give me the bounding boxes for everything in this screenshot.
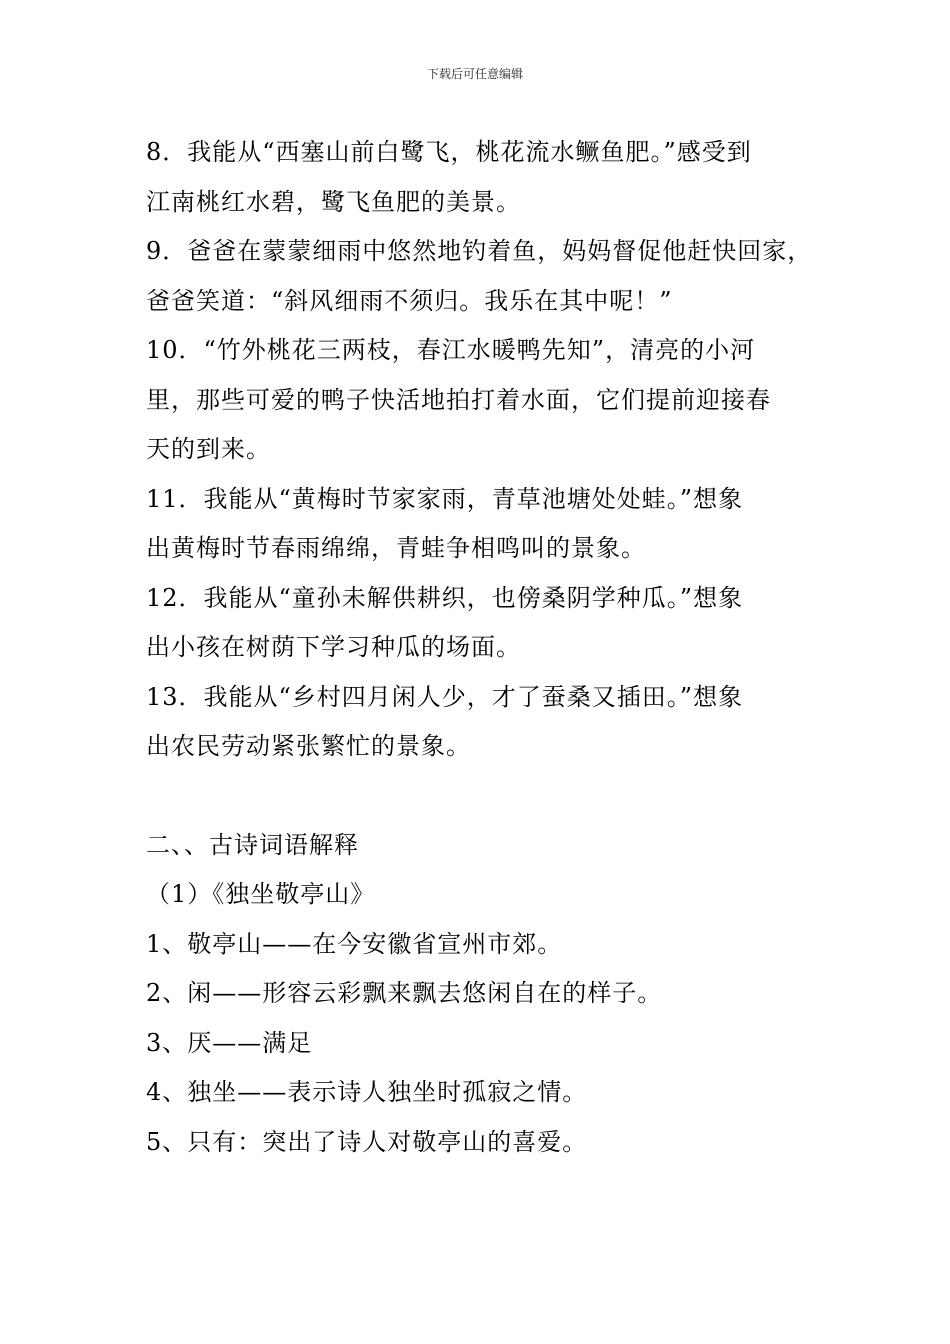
document-body (146, 128, 826, 1167)
subsection-heading: （1）《独坐敬亭山》 (146, 880, 376, 908)
text-line: 出小孩在树荫下学习种瓜的场面。 (146, 633, 521, 661)
text-line: 天的到来。 (146, 435, 271, 463)
text-line: 里，那些可爱的鸭子快活地拍打着水面，它们提前迎接春 (146, 385, 771, 414)
text-line: 13．我能从“乡村四月闲人少，才了蚕桑又插田。”想象 (146, 682, 744, 711)
section-heading: 二、、古诗词语解释 (146, 830, 359, 859)
text-line: 10．“竹外桃花三两枝，春江水暖鸭先知”，清亮的小河 (146, 336, 756, 364)
text-line: 3、厌——满足 (146, 1028, 313, 1057)
text-line: 8．我能从“西塞山前白鹭飞，桃花流水鳜鱼肥。”感受到 (146, 138, 752, 166)
text-line: 江南桃红水碧，鹭飞鱼肥的美景。 (146, 187, 521, 216)
text-line: 出农民劳动紧张繁忙的景象。 (146, 732, 471, 760)
text-line: 11．我能从“黄梅时节家家雨，青草池塘处处蛙。”想象 (146, 484, 744, 513)
text-line: 出黄梅时节春雨绵绵，青蛙争相鸣叫的景象。 (146, 534, 646, 562)
page-header: 下载后可任意编辑 (426, 67, 523, 81)
text-line: 1、敬亭山——在今安徽省宣州市郊。 (146, 929, 563, 958)
text-line: 爸爸笑道：“斜风细雨不须归。我乐在其中呢！” (146, 286, 673, 315)
text-line: 9．爸爸在蒙蒙细雨中悠然地钓着鱼，妈妈督促他赶快回家， (146, 237, 813, 265)
text-line: 4、独坐——表示诗人独坐时孤寂之情。 (146, 1078, 588, 1106)
text-line: 12．我能从“童孙未解供耕织，也傍桑阴学种瓜。”想象 (146, 583, 744, 612)
text-line: 2、闲——形容云彩飘来飘去悠闲自在的样子。 (146, 979, 663, 1007)
text-line: 5、只有：突出了诗人对敬亭山的喜爱。 (146, 1127, 588, 1156)
section-gap (146, 772, 826, 821)
